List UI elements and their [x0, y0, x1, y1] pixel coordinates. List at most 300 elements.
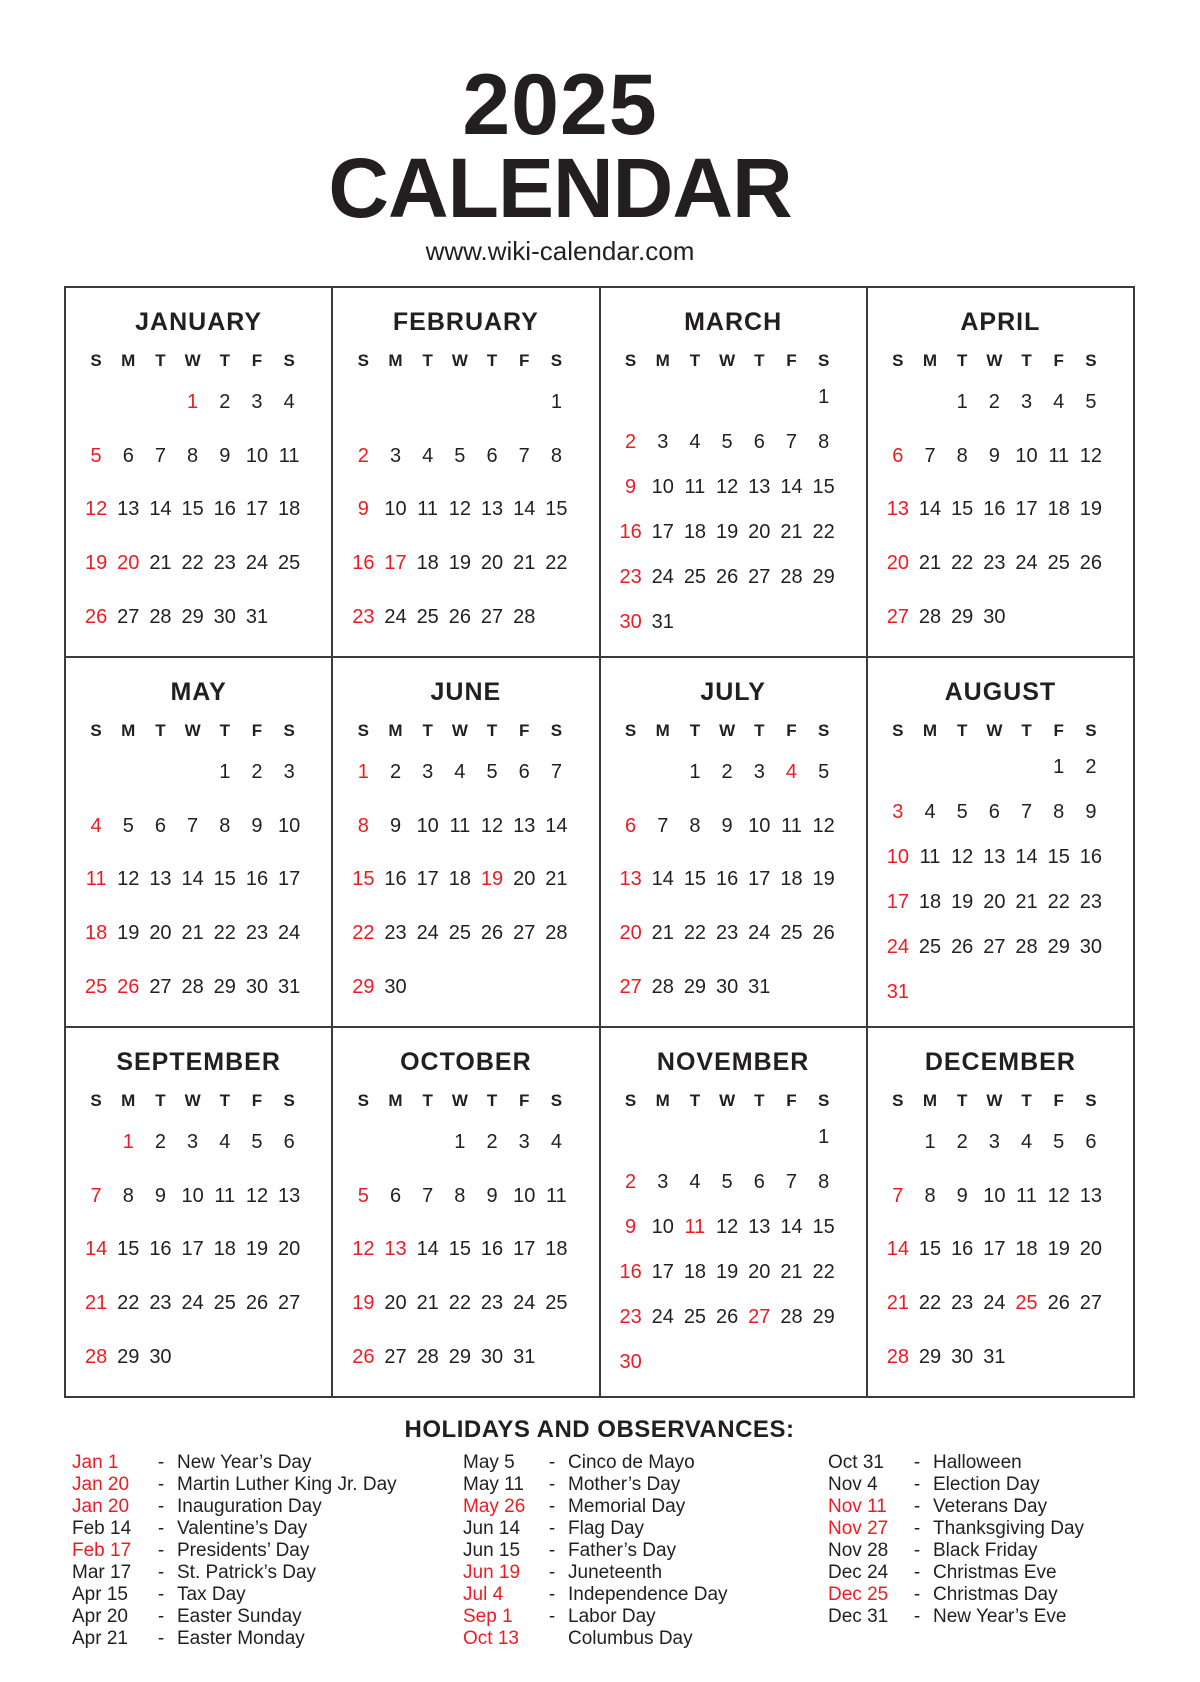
day-cell: 1	[550, 390, 562, 413]
holiday-name: Flag Day	[568, 1518, 645, 1539]
day-cell: 4	[422, 444, 434, 467]
day-cell: 10	[651, 476, 674, 499]
day-cell: 7	[90, 1184, 102, 1207]
day-cell: 23	[245, 922, 269, 945]
day-header: S	[90, 721, 102, 740]
day-cell: 9	[219, 444, 231, 467]
day-cell: 1	[924, 1130, 936, 1153]
day-cell: 22	[812, 1260, 835, 1283]
day-cell: 29	[213, 976, 236, 999]
holiday-dash: -	[913, 1562, 921, 1583]
day-cell: 15	[545, 498, 568, 521]
date-row	[601, 758, 866, 786]
day-cell: 21	[1015, 890, 1038, 913]
month-september	[66, 1028, 333, 1398]
day-cell: 11	[684, 1216, 706, 1239]
day-cell: 13	[1079, 1184, 1103, 1207]
holiday-date: Jun 19	[463, 1562, 521, 1583]
day-cell: 15	[812, 476, 835, 499]
day-cell: 8	[454, 1184, 466, 1207]
day-cell: 25	[683, 565, 707, 588]
day-cell: 24	[416, 922, 439, 945]
day-cell	[679, 383, 711, 411]
day-cell: 22	[352, 922, 375, 945]
date-row	[868, 1128, 1133, 1156]
holiday-row	[463, 1562, 728, 1584]
day-cell: 13	[513, 814, 536, 837]
day-cell	[679, 608, 711, 636]
date-row	[66, 1182, 331, 1210]
day-cell: 19	[812, 868, 835, 891]
day-header: S	[892, 351, 904, 370]
holiday-dash: -	[548, 1540, 556, 1561]
day-cell: 17	[181, 1238, 204, 1261]
holiday-row	[828, 1562, 1084, 1584]
day-cell: 26	[1047, 1292, 1070, 1315]
holiday-dash: -	[157, 1474, 165, 1495]
day-header: M	[922, 351, 938, 370]
day-cell: 15	[352, 868, 375, 891]
holiday-name: New Year’s Day	[177, 1452, 312, 1473]
day-cell: 30	[619, 610, 642, 633]
day-cell: 16	[384, 868, 407, 891]
holiday-dash: -	[913, 1518, 921, 1539]
day-cell: 29	[117, 1346, 140, 1369]
day-cell: 9	[956, 1184, 968, 1207]
holiday-date: Nov 27	[828, 1518, 889, 1539]
day-cell: 26	[352, 1346, 375, 1369]
date-row	[601, 812, 866, 840]
day-cell: 20	[748, 520, 771, 543]
date-row	[333, 388, 598, 416]
holidays-column	[463, 1452, 728, 1650]
day-cell: 1	[956, 390, 968, 413]
day-cell: 6	[389, 1184, 402, 1207]
day-cell: 10	[278, 814, 301, 837]
day-header: T	[422, 1091, 433, 1110]
day-cell	[379, 388, 411, 416]
date-row	[868, 978, 1133, 1006]
day-cell	[808, 1348, 840, 1376]
holiday-date: Jun 14	[463, 1518, 521, 1539]
day-cell: 23	[619, 1305, 642, 1328]
day-cell: 18	[683, 1260, 707, 1283]
dates-area	[333, 745, 598, 1014]
holiday-date: Nov 11	[828, 1496, 887, 1517]
website-url: www.wiki-calendar.com	[425, 236, 695, 266]
holiday-name: Father’s Day	[568, 1540, 677, 1561]
day-header: S	[624, 351, 637, 370]
day-cell: 4	[1020, 1130, 1033, 1153]
holiday-name: Presidents’ Day	[177, 1540, 310, 1561]
date-row	[601, 428, 866, 456]
day-header: W	[451, 721, 468, 740]
day-cell: 31	[245, 606, 269, 629]
day-header: S	[817, 1091, 830, 1110]
day-cell: 9	[625, 476, 637, 499]
day-cell: 30	[245, 976, 269, 999]
day-cell: 6	[892, 444, 904, 467]
holiday-date: Nov 4	[828, 1474, 878, 1495]
date-row	[601, 1168, 866, 1196]
day-cell: 14	[918, 498, 942, 521]
day-header: S	[90, 1091, 102, 1110]
date-row	[868, 549, 1133, 577]
holidays-column	[828, 1452, 1084, 1628]
day-cell: 24	[245, 552, 269, 575]
day-cell: 23	[352, 606, 375, 629]
day-cell: 12	[715, 1216, 739, 1239]
day-cell: 5	[1053, 1130, 1065, 1153]
day-header: F	[786, 351, 797, 370]
dates-area	[868, 375, 1133, 644]
day-cell: 21	[918, 552, 942, 575]
day-header: T	[1021, 351, 1032, 370]
dates-area	[601, 745, 866, 1014]
day-cell	[476, 388, 508, 416]
day-cell: 3	[389, 444, 402, 467]
day-header: M	[655, 351, 670, 370]
day-cell	[914, 753, 946, 781]
day-cell: 11	[546, 1184, 567, 1207]
day-cell: 29	[918, 1346, 942, 1369]
day-cell: 26	[715, 565, 739, 588]
day-cell: 19	[715, 520, 739, 543]
day-cell	[615, 383, 647, 411]
day-cell	[508, 973, 540, 1001]
day-cell: 17	[513, 1238, 536, 1261]
day-header: M	[121, 721, 136, 740]
day-cell: 2	[357, 444, 369, 467]
day-cell: 26	[117, 976, 140, 999]
day-header: T	[689, 351, 701, 370]
day-cell: 20	[149, 922, 172, 945]
day-cell	[711, 608, 743, 636]
day-cell: 16	[715, 868, 739, 891]
day-cell: 21	[780, 520, 803, 543]
day-cell: 30	[951, 1346, 974, 1369]
day-cell	[444, 973, 476, 1001]
day-cell: 31	[513, 1346, 536, 1369]
holiday-row	[463, 1518, 728, 1540]
day-cell: 16	[352, 552, 375, 575]
month-title: AUGUST	[944, 678, 1057, 706]
day-cell: 18	[213, 1238, 236, 1261]
holiday-row	[828, 1518, 1084, 1540]
day-header: M	[121, 351, 136, 370]
day-cell: 9	[251, 814, 263, 837]
day-cell: 10	[245, 444, 269, 467]
day-cell: 25	[918, 935, 942, 958]
holiday-dash: -	[157, 1628, 165, 1649]
day-cell: 17	[651, 1260, 674, 1283]
holiday-dash: -	[548, 1518, 556, 1539]
holiday-name: Thanksgiving Day	[933, 1518, 1085, 1539]
day-cell: 3	[657, 1171, 669, 1194]
day-cell: 5	[357, 1184, 369, 1207]
date-row	[868, 603, 1133, 631]
day-cell: 27	[748, 1305, 771, 1328]
day-cell: 29	[951, 606, 974, 629]
day-cell: 18	[545, 1238, 568, 1261]
day-header: F	[251, 1091, 263, 1110]
holiday-date: Mar 17	[72, 1562, 132, 1583]
day-cell	[743, 1348, 775, 1376]
day-cell: 5	[486, 760, 498, 783]
day-cell: 26	[951, 935, 974, 958]
day-cell: 4	[90, 814, 102, 837]
day-cell: 27	[748, 565, 771, 588]
day-cell: 8	[956, 444, 968, 467]
date-row	[66, 495, 331, 523]
holiday-row	[72, 1628, 397, 1650]
holiday-date: Apr 20	[72, 1606, 128, 1627]
day-cell: 15	[951, 498, 974, 521]
day-cell: 19	[715, 1260, 739, 1283]
day-cell: 16	[619, 520, 642, 543]
month-october	[333, 1028, 600, 1398]
day-header: T	[956, 351, 968, 370]
day-headers-row	[333, 1091, 598, 1111]
holiday-date: Dec 31	[828, 1606, 889, 1627]
day-cell	[1075, 603, 1107, 631]
day-cell	[647, 383, 679, 411]
day-cell	[743, 608, 775, 636]
holiday-row	[72, 1452, 397, 1474]
date-row	[66, 1235, 331, 1263]
day-cell: 1	[357, 760, 369, 783]
day-cell: 16	[213, 498, 236, 521]
day-cell: 25	[416, 606, 439, 629]
day-cell	[775, 608, 807, 636]
day-cell: 18	[1015, 1238, 1038, 1261]
month-august	[868, 658, 1135, 1028]
day-cell	[1075, 1343, 1107, 1371]
day-cell: 28	[416, 1346, 439, 1369]
holiday-row	[72, 1540, 397, 1562]
holiday-dash: -	[548, 1496, 556, 1517]
date-row	[868, 442, 1133, 470]
date-row	[66, 919, 331, 947]
holiday-name: Labor Day	[568, 1606, 656, 1627]
dates-area	[601, 1115, 866, 1384]
day-cell: 4	[219, 1130, 231, 1153]
month-title: MARCH	[684, 308, 783, 336]
day-cell: 2	[219, 390, 231, 413]
day-cell: 12	[951, 846, 974, 869]
month-july	[601, 658, 868, 1028]
day-cell: 20	[619, 922, 642, 945]
day-cell: 13	[748, 476, 771, 499]
day-cell	[775, 383, 807, 411]
day-cell: 15	[683, 868, 707, 891]
date-row	[66, 812, 331, 840]
holiday-name: Election Day	[933, 1474, 1040, 1495]
day-cell: 28	[886, 1346, 909, 1369]
day-cell	[273, 1343, 305, 1371]
date-row	[601, 919, 866, 947]
holiday-date: Jan 1	[72, 1452, 119, 1473]
day-cell: 11	[1048, 444, 1070, 467]
holiday-dash	[536, 1628, 568, 1650]
day-cell: 21	[149, 552, 172, 575]
day-cell: 28	[513, 606, 536, 629]
holiday-dash: -	[913, 1452, 921, 1473]
day-cell: 20	[117, 552, 140, 575]
day-cell	[946, 978, 978, 1006]
day-cell: 7	[785, 431, 798, 454]
day-header: S	[357, 351, 369, 370]
day-cell: 3	[251, 390, 263, 413]
day-cell	[347, 1128, 379, 1156]
day-header: S	[357, 721, 369, 740]
holiday-name: Easter Sunday	[177, 1606, 302, 1627]
day-header: T	[486, 351, 498, 370]
date-row	[601, 473, 866, 501]
day-cell	[775, 1123, 807, 1151]
month-november	[601, 1028, 868, 1398]
date-row	[868, 888, 1133, 916]
day-cell: 16	[983, 498, 1006, 521]
day-cell: 8	[357, 814, 369, 837]
day-cell	[679, 1348, 711, 1376]
day-header: T	[219, 351, 230, 370]
day-cell	[379, 1128, 411, 1156]
day-cell: 8	[818, 431, 830, 454]
date-row	[66, 442, 331, 470]
day-header: F	[786, 721, 797, 740]
date-row	[868, 753, 1133, 781]
day-cell	[743, 1123, 775, 1151]
day-cell: 24	[181, 1292, 204, 1315]
day-cell: 6	[486, 444, 498, 467]
month-february	[333, 288, 600, 658]
day-cell: 14	[780, 476, 803, 499]
holiday-row	[463, 1628, 728, 1650]
day-cell: 14	[84, 1238, 108, 1261]
day-cell: 4	[785, 760, 798, 783]
day-header: S	[283, 351, 295, 370]
day-cell: 2	[389, 760, 402, 783]
day-cell: 8	[187, 444, 199, 467]
month-title: MAY	[170, 678, 227, 706]
holiday-dash: -	[913, 1496, 921, 1517]
day-cell	[540, 603, 572, 631]
day-cell: 5	[818, 760, 830, 783]
day-cell: 7	[924, 444, 936, 467]
day-cell: 25	[1015, 1292, 1038, 1315]
holiday-row	[463, 1496, 728, 1518]
day-cell: 1	[689, 760, 701, 783]
holiday-row	[72, 1606, 397, 1628]
day-cell: 14	[545, 814, 568, 837]
date-row	[868, 798, 1133, 826]
day-headers-row	[66, 351, 331, 371]
holiday-name: Veterans Day	[933, 1496, 1048, 1517]
holiday-name: Easter Monday	[177, 1628, 305, 1649]
day-cell	[978, 978, 1010, 1006]
day-cell: 11	[278, 444, 300, 467]
day-cell: 18	[780, 868, 803, 891]
calendar-title: CALENDAR	[328, 141, 792, 235]
day-cell: 28	[918, 606, 942, 629]
day-cell: 9	[721, 814, 733, 837]
day-cell	[508, 388, 540, 416]
day-header: T	[422, 351, 433, 370]
day-header: W	[184, 721, 201, 740]
day-cell: 21	[181, 922, 204, 945]
day-cell: 23	[983, 552, 1006, 575]
day-cell: 6	[988, 801, 1000, 824]
dates-area	[66, 1115, 331, 1384]
day-cell	[1043, 603, 1075, 631]
day-headers-row	[333, 721, 598, 741]
holiday-date: Dec 25	[828, 1584, 889, 1605]
day-cell: 9	[357, 498, 369, 521]
date-row	[601, 518, 866, 546]
holiday-dash: -	[157, 1496, 165, 1517]
day-cell: 9	[1085, 801, 1097, 824]
day-cell: 23	[619, 565, 642, 588]
day-cell: 23	[1079, 890, 1103, 913]
day-cell: 29	[812, 565, 835, 588]
day-cell: 15	[213, 868, 236, 891]
day-cell: 16	[619, 1260, 642, 1283]
day-cell: 18	[84, 922, 108, 945]
day-cell: 13	[480, 498, 504, 521]
date-row	[333, 442, 598, 470]
day-cell: 14	[513, 498, 536, 521]
date-row	[868, 1343, 1133, 1371]
day-header: S	[1085, 721, 1097, 740]
day-cell: 28	[181, 976, 204, 999]
day-cell: 27	[278, 1292, 301, 1315]
day-cell: 14	[416, 1238, 439, 1261]
holiday-name: Inauguration Day	[177, 1496, 322, 1517]
day-cell	[273, 603, 305, 631]
day-headers-row	[601, 1091, 866, 1111]
day-cell: 13	[619, 868, 642, 891]
day-cell	[112, 758, 144, 786]
year-title: 2025	[462, 57, 658, 153]
day-cell: 15	[181, 498, 204, 521]
day-headers-row	[601, 721, 866, 741]
day-cell: 3	[422, 760, 434, 783]
day-cell: 13	[886, 498, 909, 521]
holiday-dash: -	[913, 1474, 921, 1495]
day-header: W	[184, 351, 201, 370]
day-cell	[808, 608, 840, 636]
day-header: S	[550, 1091, 563, 1110]
holiday-dash: -	[548, 1606, 556, 1627]
day-header: W	[184, 1091, 201, 1110]
day-cell: 8	[689, 814, 701, 837]
date-row	[333, 1343, 598, 1371]
dates-area	[868, 745, 1133, 1014]
holiday-name: Martin Luther King Jr. Day	[177, 1474, 397, 1495]
day-header: W	[451, 1091, 468, 1110]
day-cell: 6	[753, 1171, 765, 1194]
day-headers-row	[868, 351, 1133, 371]
day-cell: 27	[149, 976, 172, 999]
day-header: S	[283, 721, 295, 740]
day-cell: 11	[85, 868, 107, 891]
day-header: T	[754, 351, 765, 370]
day-header: M	[655, 1091, 670, 1110]
day-cell: 20	[1079, 1238, 1103, 1261]
dates-area	[868, 1115, 1133, 1384]
date-row	[66, 758, 331, 786]
